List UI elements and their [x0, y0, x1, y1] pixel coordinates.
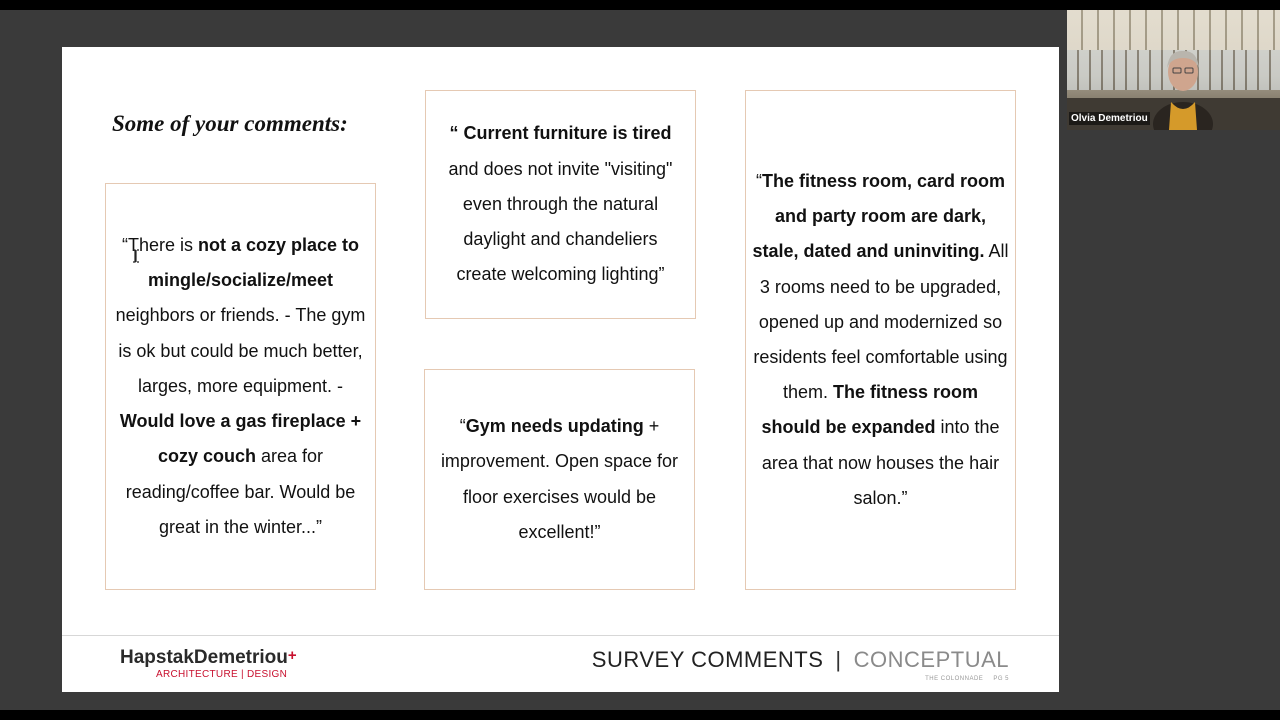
comment-segment: “	[755, 170, 762, 191]
comment-card-3	[424, 369, 695, 590]
comment-emphasis: Gym needs updating	[465, 416, 644, 437]
comment-card-4	[745, 90, 1016, 590]
footer-project-name: THE COLONNADE	[925, 676, 984, 682]
comment-segment: and does not invite "visiting" even through the natural daylight and chandeliers create welcoming lighting”	[448, 158, 673, 285]
comment-segment: “	[459, 416, 466, 437]
logo-plus-mark: +	[287, 647, 297, 664]
logo-name-text: HapstakDemetriou	[120, 647, 288, 668]
footer-title-separator: |	[835, 647, 842, 672]
footer-page-number: PG 5	[993, 676, 1009, 682]
comment-segment: “There is	[121, 235, 198, 256]
footer-divider	[62, 635, 1059, 636]
footer-title-right: CONCEPTUAL	[853, 647, 1009, 672]
logo-subtitle: ARCHITECTURE | DESIGN	[156, 669, 288, 680]
slide-heading: Some of your comments:	[112, 111, 348, 136]
comment-segment: area for reading/coffee bar. Would be great in the winter...”	[125, 446, 356, 537]
comment-emphasis: not a cozy place to mingle/socialize/meet	[147, 235, 360, 291]
comment-segment: into the area that now houses the hair salon.”	[761, 417, 1000, 508]
shared-slide	[62, 47, 1059, 692]
comment-card-1	[105, 183, 376, 590]
footer-small-caption	[925, 676, 1009, 682]
slide-footer-title	[592, 647, 1009, 673]
comment-text	[752, 164, 1009, 516]
comment-text	[436, 116, 685, 292]
text-cursor-icon	[132, 249, 140, 263]
comment-segment: All 3 rooms need to be upgraded, opened up and modernized so residents feel comfortable using them.	[753, 241, 1009, 403]
comment-emphasis: The fitness room, card room and party room are dark, stale, dated and uninviting.	[752, 170, 1006, 262]
participant-name-label: Olvia Demetriou	[1071, 113, 1148, 124]
participant-video-tile[interactable]	[1067, 10, 1280, 130]
footer-title-left: SURVEY COMMENTS	[591, 647, 824, 672]
comment-segment: + improvement. Open space for floor exercises would be excellent!”	[440, 416, 679, 542]
comment-emphasis: Would love a gas fireplace + cozy couch	[119, 411, 362, 467]
participant-avatar-icon	[1151, 42, 1215, 130]
comment-segment: neighbors or friends. - The gym is ok but could be much better, larges, more equipment. -	[115, 305, 366, 396]
comment-emphasis: “ Current furniture is tired	[449, 123, 672, 144]
comment-card-2	[425, 90, 696, 319]
company-logo	[120, 647, 297, 669]
comment-emphasis: The fitness room should be expanded	[761, 382, 979, 438]
comment-text	[115, 228, 366, 545]
comment-text	[435, 409, 684, 550]
